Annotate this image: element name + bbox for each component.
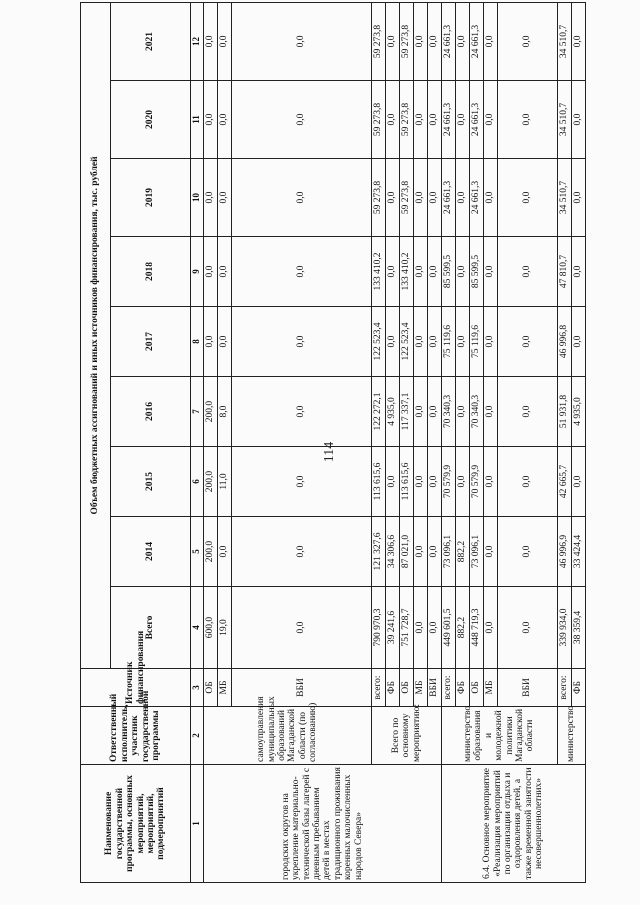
table-row (203, 2, 217, 882)
amount-cell: 0,0 (497, 447, 557, 517)
amount-cell: 0,0 (497, 517, 557, 587)
amount-cell: 8,0 (217, 377, 231, 447)
executor: самоуправления муниципальных образований Магаданской области (по согласованию) (203, 707, 371, 765)
amount-cell: 600,0 (203, 587, 217, 669)
amount-cell: 0,0 (231, 81, 371, 159)
header-name: Наименование государственной программы, основных мероприятий, мероприятий, подмероприятий (81, 765, 191, 883)
amount-cell: 87 021,0 (399, 517, 413, 587)
header-year: 2021 (111, 2, 191, 80)
table-body (203, 2, 585, 882)
amount-cell: 113 615,6 (371, 447, 385, 517)
amount-cell: 11,0 (217, 447, 231, 517)
funding-source: МБ (413, 669, 427, 707)
amount-cell: 24 661,3 (441, 159, 455, 237)
amount-cell: 0,0 (385, 2, 399, 80)
amount-cell: 0,0 (231, 377, 371, 447)
funding-source: ФБ (385, 669, 399, 707)
amount-cell: 34 306,6 (385, 517, 399, 587)
column-number: 2 (191, 707, 204, 765)
funding-source: всего: (441, 669, 455, 707)
table-row (371, 2, 385, 882)
column-number: 8 (191, 307, 204, 377)
amount-cell: 75 119,6 (469, 307, 483, 377)
table-row (441, 2, 455, 882)
column-number: 6 (191, 447, 204, 517)
amount-cell: 0,0 (427, 2, 441, 80)
amount-cell: 46 996,9 (557, 517, 571, 587)
amount-cell: 38 359,4 (571, 587, 585, 669)
amount-cell: 34 510,7 (557, 81, 571, 159)
rotated-table-container (80, 3, 584, 883)
amount-cell: 59 273,8 (399, 81, 413, 159)
header-source: Источник финансирования (81, 669, 191, 707)
amount-cell: 117 337,1 (399, 377, 413, 447)
amount-cell: 882,2 (455, 587, 469, 669)
amount-cell: 113 615,6 (399, 447, 413, 517)
amount-cell: 47 810,7 (557, 237, 571, 307)
amount-cell: 0,0 (413, 2, 427, 80)
header-group: Объем бюджетных ассигнований и иных источников финансирования, тыс. рублей (81, 2, 111, 668)
amount-cell: 0,0 (427, 377, 441, 447)
amount-cell: 0,0 (231, 307, 371, 377)
amount-cell: 0,0 (427, 447, 441, 517)
amount-cell: 0,0 (203, 2, 217, 80)
amount-cell: 0,0 (497, 307, 557, 377)
amount-cell: 0,0 (427, 237, 441, 307)
amount-cell: 59 273,8 (399, 159, 413, 237)
amount-cell: 122 523,4 (399, 307, 413, 377)
amount-cell: 19,0 (217, 587, 231, 669)
amount-cell: 42 665,7 (557, 447, 571, 517)
executor: министерство (557, 707, 585, 765)
amount-cell: 133 410,2 (371, 237, 385, 307)
amount-cell: 0,0 (497, 237, 557, 307)
column-number-row (191, 2, 204, 882)
amount-cell: 51 931,8 (557, 377, 571, 447)
column-number: 10 (191, 159, 204, 237)
amount-cell: 0,0 (231, 237, 371, 307)
amount-cell: 339 934,0 (557, 587, 571, 669)
amount-cell: 0,0 (427, 307, 441, 377)
measure-name: 6.4. Основное мероприятие «Реализация мероприятий по организации отдыха и оздоровления детей, а также временной занятости несовершеннолетних» (441, 765, 585, 883)
amount-cell: 122 272,1 (371, 377, 385, 447)
amount-cell: 0,0 (483, 159, 497, 237)
amount-cell: 0,0 (571, 307, 585, 377)
header-year: 2015 (111, 447, 191, 517)
header-year: Всего (111, 587, 191, 669)
column-number: 4 (191, 587, 204, 669)
amount-cell: 0,0 (217, 159, 231, 237)
amount-cell: 0,0 (217, 2, 231, 80)
amount-cell: 0,0 (385, 237, 399, 307)
amount-cell: 0,0 (385, 159, 399, 237)
funding-source: ВБИ (497, 669, 557, 707)
amount-cell: 0,0 (483, 237, 497, 307)
amount-cell: 0,0 (497, 159, 557, 237)
amount-cell: 85 599,5 (469, 237, 483, 307)
amount-cell: 0,0 (385, 447, 399, 517)
amount-cell: 0,0 (231, 517, 371, 587)
amount-cell: 59 273,8 (371, 2, 385, 80)
amount-cell: 0,0 (203, 81, 217, 159)
amount-cell: 59 273,8 (399, 2, 413, 80)
amount-cell: 73 096,1 (441, 517, 455, 587)
amount-cell: 24 661,3 (469, 159, 483, 237)
amount-cell: 0,0 (231, 447, 371, 517)
amount-cell: 0,0 (427, 517, 441, 587)
amount-cell: 200,0 (203, 447, 217, 517)
funding-source: ВБИ (427, 669, 441, 707)
amount-cell: 0,0 (413, 307, 427, 377)
amount-cell: 0,0 (497, 2, 557, 80)
amount-cell: 0,0 (571, 447, 585, 517)
funding-source: МБ (217, 669, 231, 707)
amount-cell: 0,0 (217, 81, 231, 159)
amount-cell: 0,0 (217, 517, 231, 587)
amount-cell: 0,0 (497, 587, 557, 669)
amount-cell: 0,0 (231, 159, 371, 237)
amount-cell: 751 728,7 (399, 587, 413, 669)
funding-source: ФБ (571, 669, 585, 707)
funding-source: ОБ (399, 669, 413, 707)
amount-cell: 0,0 (203, 159, 217, 237)
amount-cell: 448 719,3 (469, 587, 483, 669)
amount-cell: 121 327,6 (371, 517, 385, 587)
page-number: 114 (322, 441, 337, 463)
amount-cell: 882,2 (455, 517, 469, 587)
amount-cell: 0,0 (413, 517, 427, 587)
column-number: 5 (191, 517, 204, 587)
amount-cell: 790 970,3 (371, 587, 385, 669)
funding-source: ФБ (455, 669, 469, 707)
amount-cell: 24 661,3 (441, 81, 455, 159)
amount-cell: 200,0 (203, 377, 217, 447)
amount-cell: 70 340,3 (441, 377, 455, 447)
column-number: 12 (191, 2, 204, 80)
column-number: 9 (191, 237, 204, 307)
amount-cell: 70 579,9 (469, 447, 483, 517)
funding-source: ОБ (469, 669, 483, 707)
amount-cell: 122 523,4 (371, 307, 385, 377)
amount-cell: 0,0 (571, 237, 585, 307)
amount-cell: 0,0 (203, 237, 217, 307)
amount-cell: 0,0 (231, 587, 371, 669)
header-year: 2017 (111, 307, 191, 377)
header-year: 2019 (111, 159, 191, 237)
amount-cell: 0,0 (483, 81, 497, 159)
header-year: 2014 (111, 517, 191, 587)
amount-cell: 0,0 (413, 81, 427, 159)
amount-cell: 70 340,3 (469, 377, 483, 447)
amount-cell: 0,0 (203, 307, 217, 377)
amount-cell: 34 510,7 (557, 159, 571, 237)
amount-cell: 0,0 (483, 377, 497, 447)
amount-cell: 0,0 (455, 377, 469, 447)
amount-cell: 0,0 (483, 447, 497, 517)
amount-cell: 59 273,8 (371, 159, 385, 237)
amount-cell: 0,0 (413, 159, 427, 237)
amount-cell: 0,0 (455, 2, 469, 80)
column-number: 1 (191, 765, 204, 883)
amount-cell: 75 119,6 (441, 307, 455, 377)
funding-source: МБ (483, 669, 497, 707)
amount-cell: 0,0 (217, 307, 231, 377)
amount-cell: 0,0 (455, 237, 469, 307)
amount-cell: 0,0 (455, 81, 469, 159)
amount-cell: 0,0 (413, 587, 427, 669)
amount-cell: 0,0 (231, 2, 371, 80)
amount-cell: 85 599,5 (441, 237, 455, 307)
header-executor: Ответственный исполнитель, участник государственной программы (81, 707, 191, 765)
amount-cell: 0,0 (413, 377, 427, 447)
amount-cell: 4 935,0 (385, 377, 399, 447)
header-year: 2020 (111, 81, 191, 159)
executor: Всего по основному мероприятию: (371, 707, 441, 765)
measure-name: городских округов на укрепление материально-технической базы лагерей с дневным пребыванием детей в местах традиционного проживания коренных малочисленных народов Севера» (203, 765, 441, 883)
column-number: 11 (191, 81, 204, 159)
amount-cell: 0,0 (427, 81, 441, 159)
amount-cell: 0,0 (455, 447, 469, 517)
amount-cell: 0,0 (455, 307, 469, 377)
amount-cell: 24 661,3 (469, 81, 483, 159)
amount-cell: 46 996,8 (557, 307, 571, 377)
amount-cell: 0,0 (483, 517, 497, 587)
amount-cell: 0,0 (455, 159, 469, 237)
amount-cell: 0,0 (497, 377, 557, 447)
funding-source: всего: (557, 669, 571, 707)
amount-cell: 0,0 (483, 2, 497, 80)
amount-cell: 449 601,5 (441, 587, 455, 669)
executor: министерство образования и молодежной политики Магаданской области (441, 707, 557, 765)
amount-cell: 0,0 (385, 307, 399, 377)
funding-source: всего: (371, 669, 385, 707)
header-year: 2016 (111, 377, 191, 447)
funding-source: ВБИ (231, 669, 371, 707)
amount-cell: 0,0 (413, 237, 427, 307)
amount-cell: 0,0 (413, 447, 427, 517)
funding-source: ОБ (203, 669, 217, 707)
amount-cell: 0,0 (483, 587, 497, 669)
amount-cell: 39 241,6 (385, 587, 399, 669)
amount-cell: 200,0 (203, 517, 217, 587)
amount-cell: 24 661,3 (441, 2, 455, 80)
header-year: 2018 (111, 237, 191, 307)
amount-cell: 133 410,2 (399, 237, 413, 307)
amount-cell: 0,0 (427, 587, 441, 669)
budget-table (80, 2, 586, 883)
amount-cell: 0,0 (571, 81, 585, 159)
amount-cell: 0,0 (571, 2, 585, 80)
amount-cell: 0,0 (483, 307, 497, 377)
amount-cell: 34 510,7 (557, 2, 571, 80)
amount-cell: 59 273,8 (371, 81, 385, 159)
column-number: 3 (191, 669, 204, 707)
column-number: 7 (191, 377, 204, 447)
amount-cell: 0,0 (217, 237, 231, 307)
amount-cell: 0,0 (497, 81, 557, 159)
amount-cell: 0,0 (427, 159, 441, 237)
amount-cell: 0,0 (385, 81, 399, 159)
amount-cell: 0,0 (571, 159, 585, 237)
amount-cell: 70 579,9 (441, 447, 455, 517)
amount-cell: 24 661,3 (469, 2, 483, 80)
amount-cell: 73 096,1 (469, 517, 483, 587)
amount-cell: 33 424,4 (571, 517, 585, 587)
table-row (557, 2, 571, 882)
amount-cell: 4 935,0 (571, 377, 585, 447)
